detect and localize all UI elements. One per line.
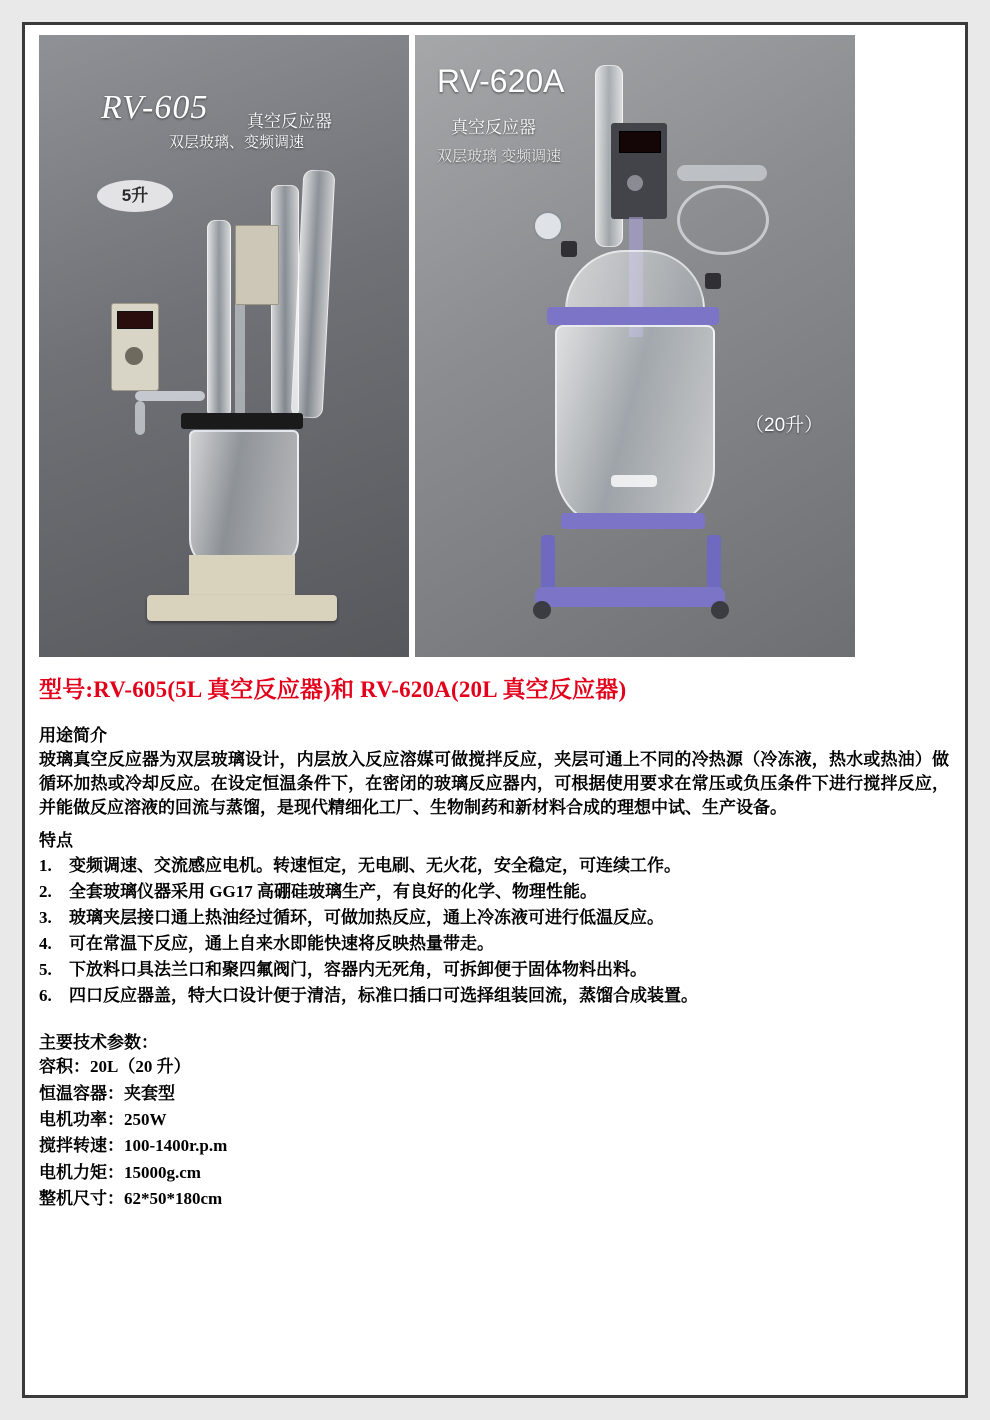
- specs-heading: 主要技术参数：: [39, 1033, 158, 1053]
- specs-list: [39, 1054, 949, 1212]
- photo-decor-base: [147, 595, 337, 621]
- product-photo-row: [39, 35, 949, 657]
- list-item-text: 全套玻璃仪器采用 GG17 高硼硅玻璃生产，有良好的化学、物理性能。: [69, 882, 597, 902]
- photo-decor-controller-knob: [125, 347, 143, 365]
- photo-decor-motor: [235, 225, 279, 305]
- list-item-number: 2.: [39, 882, 52, 902]
- photo-decor-reactor-vessel-right: [555, 325, 715, 529]
- list-item: [39, 957, 949, 983]
- photo-decor-valve-right: [705, 273, 721, 289]
- photo-decor-reactor-vessel: [189, 430, 299, 569]
- spec-row: 恒温容器：夹套型: [39, 1083, 175, 1103]
- photo-decor-flange-bottom: [561, 513, 705, 529]
- photo-decor-column: [207, 220, 231, 418]
- photo-left-subtitle-2: 双层玻璃、变频调速: [169, 134, 305, 151]
- photo-decor-caster-left: [533, 601, 551, 619]
- photo-left-capacity-badge: 5升: [97, 180, 173, 212]
- list-item-text: 可在常温下反应，通上自来水即能快速将反映热量带走。: [69, 933, 494, 953]
- photo-decor-flange-top: [547, 307, 719, 325]
- list-item-number: 5.: [39, 959, 52, 979]
- document-content: [39, 35, 949, 1385]
- photo-decor-stand: [235, 297, 245, 423]
- list-item-text: 玻璃夹层接口通上热油经过循环，可做加热反应，通上冷冻液可进行低温反应。: [69, 908, 664, 928]
- photo-right-model-label: RV-620A: [437, 63, 565, 99]
- photo-right-capacity-badge: （20升）: [745, 415, 824, 436]
- list-item: [39, 931, 949, 957]
- document-frame: [22, 22, 968, 1398]
- photo-decor-sidearm: [677, 165, 767, 181]
- photo-decor-stir-blade: [611, 475, 657, 487]
- photo-decor-flange: [181, 413, 303, 429]
- photo-decor-motor-knob: [627, 175, 643, 191]
- spec-row: 容积：20L（20 升）: [39, 1057, 191, 1077]
- photo-decor-motor-display: [619, 131, 661, 153]
- photo-decor-valve-left: [561, 241, 577, 257]
- photo-decor-frame-base: [535, 587, 725, 607]
- list-item-number: 4.: [39, 933, 52, 953]
- photo-right-subtitle-2: 双层玻璃 变频调速: [437, 148, 562, 165]
- photo-left-model-label: RV-605: [101, 89, 209, 126]
- spec-row: 电机力矩：15000g.cm: [39, 1162, 201, 1182]
- photo-left-subtitle-1: 真空反应器: [247, 112, 332, 131]
- list-item-text: 下放料口具法兰口和聚四氟阀门，容器内无死角，可拆卸便于固体物料出料。: [69, 959, 647, 979]
- list-item-number: 1.: [39, 856, 52, 876]
- photo-decor-pipe-vertical: [135, 401, 145, 435]
- spec-row: 电机功率：250W: [39, 1110, 167, 1130]
- list-item: [39, 879, 949, 905]
- list-item-text: 变频调速、交流感应电机。转速恒定，无电刷、无火花，安全稳定，可连续工作。: [69, 856, 681, 876]
- intro-paragraph: 玻璃真空反应器为双层玻璃设计，内层放入反应溶媒可做搅拌反应，夹层可通上不同的冷热源（冷冻液，热水或热油）做循环加热或冷却反应。在设定恒温条件下，在密闭的玻璃反应器内，可根据使用要求在常压或负压条件下进行搅拌反应，并能做反应溶液的回流与蒸馏，是现代精细化工厂、生物制药和新材料合成的理想中试、生产设备。: [39, 750, 949, 818]
- features-heading: 特点: [39, 831, 73, 851]
- photo-decor-caster-right: [711, 601, 729, 619]
- photo-decor-frame-leg-right: [707, 535, 721, 593]
- list-item: [39, 905, 949, 931]
- list-item: [39, 853, 949, 879]
- product-photo-rv605: [39, 35, 409, 657]
- intro-heading: 用途简介: [39, 726, 107, 745]
- list-item-number: 3.: [39, 908, 52, 928]
- list-item-text: 四口反应器盖，特大口设计便于清洁，标准口插口可选择组装回流，蒸馏合成装置。: [69, 985, 698, 1005]
- spec-row: 搅拌转速：100-1400r.p.m: [39, 1136, 228, 1156]
- photo-decor-pipe: [135, 391, 205, 401]
- features-list: [39, 853, 949, 1008]
- list-item: [39, 983, 949, 1009]
- photo-decor-coil: [677, 185, 769, 255]
- photo-decor-frame-leg-left: [541, 535, 555, 593]
- photo-decor-controller-display: [117, 311, 153, 329]
- product-photo-rv620a: [415, 35, 855, 657]
- photo-right-subtitle-1: 真空反应器: [451, 118, 536, 137]
- list-item-number: 6.: [39, 985, 52, 1005]
- spec-row: 整机尺寸：62*50*180cm: [39, 1189, 223, 1209]
- page-title: 型号:RV-605(5L 真空反应器)和 RV-620A(20L 真空反应器): [39, 677, 627, 702]
- photo-decor-pressure-gauge: [533, 211, 563, 241]
